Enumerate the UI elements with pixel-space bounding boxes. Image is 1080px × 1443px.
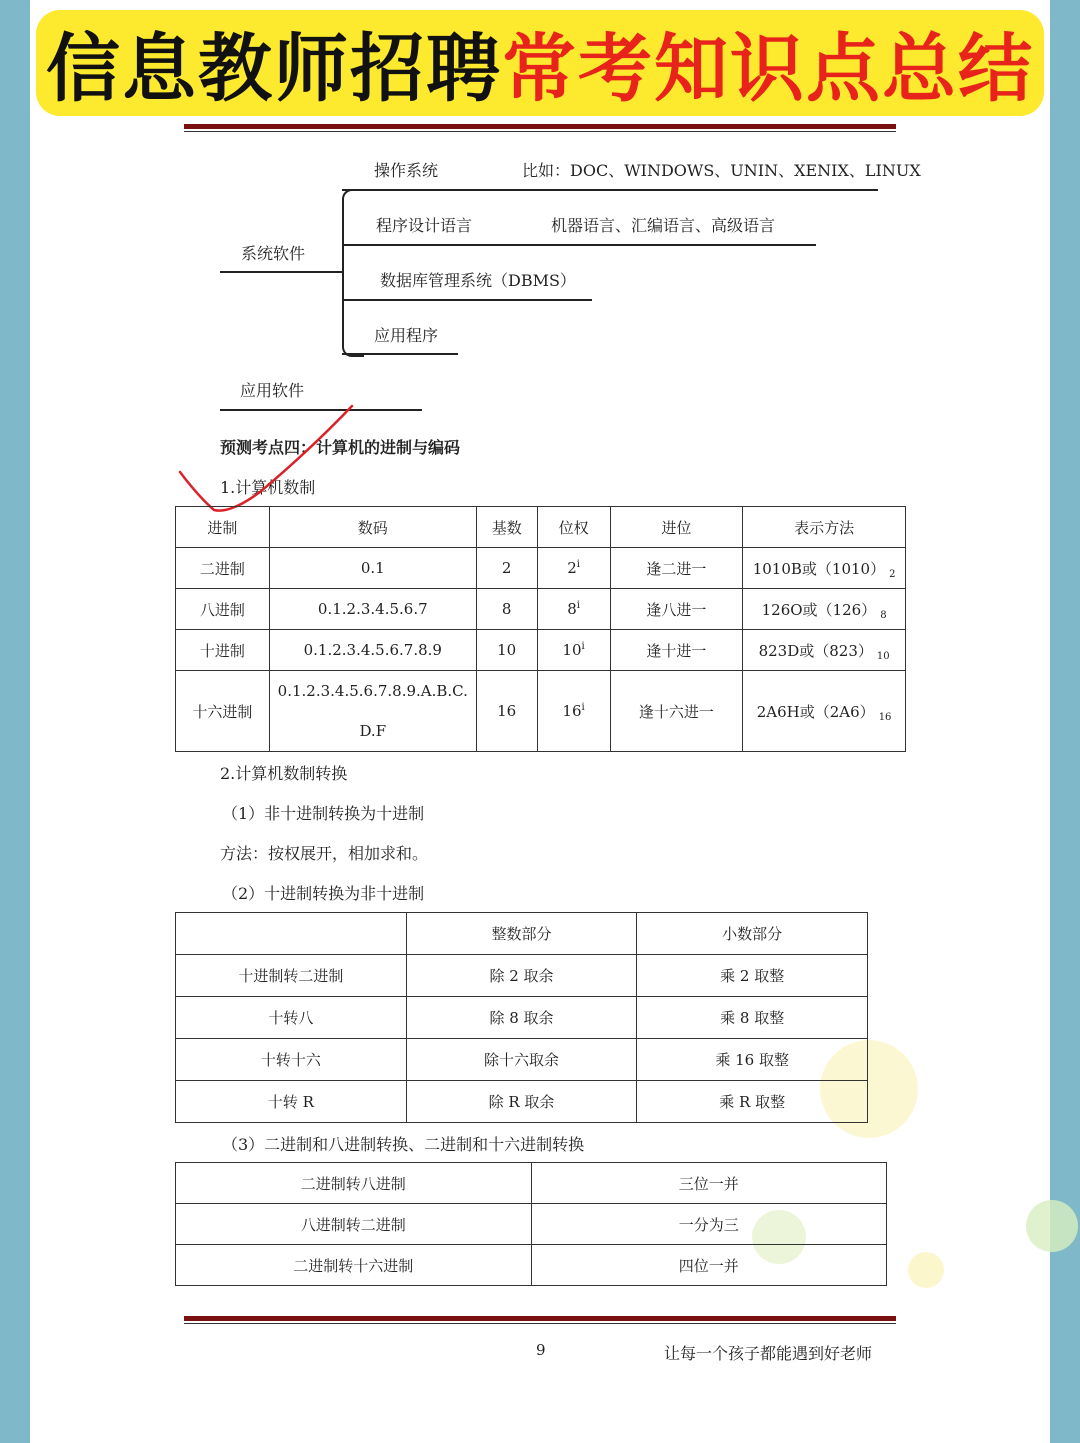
item-decimal-to-non-decimal: （2）十进制转换为非十进制: [222, 884, 425, 903]
table-cell: 十转十六: [176, 1039, 407, 1081]
item-non-decimal-to-decimal: （1）非十进制转换为十进制: [222, 804, 425, 823]
table-cell: 10: [476, 630, 537, 671]
table-cell: 逢八进一: [610, 589, 743, 630]
banner-title-black: 信息教师招聘: [46, 26, 502, 112]
footer-slogan: 让每一个孩子都能遇到好老师: [664, 1344, 873, 1363]
weight-exponent: i: [576, 559, 580, 570]
table-cell: [743, 671, 906, 752]
tree-lang-examples: 机器语言、汇编语言、高级语言: [551, 216, 776, 235]
table-cell: 三位一并: [531, 1163, 887, 1204]
digits-line: 0.1.2.3.4.5.6.7.8.9.A.B.C.: [277, 682, 468, 700]
table-cell: 除 2 取余: [406, 955, 637, 997]
tree-programming-lang: 程序设计语言: [376, 216, 473, 235]
page-number: 9: [536, 1341, 546, 1359]
tree-system-software: 系统软件: [241, 244, 306, 263]
table-cell: [269, 671, 476, 752]
digits-line: D.F: [359, 722, 387, 740]
table-header: 表示方法: [743, 507, 906, 548]
table-cell: 八进制转二进制: [176, 1204, 532, 1245]
table-cell: [743, 589, 906, 630]
table-row: [176, 548, 906, 589]
table-row: [176, 1081, 868, 1123]
footer-rule: [184, 1316, 896, 1324]
table-header: 整数部分: [406, 913, 637, 955]
table-row: [176, 955, 868, 997]
tree-line: [220, 271, 344, 273]
table-header: [176, 913, 407, 955]
section-heading: 预测考点四：计算机的进制与编码: [220, 438, 461, 457]
table-row: [176, 1163, 887, 1204]
weight-base: 2: [567, 559, 577, 577]
table-row: [176, 671, 906, 752]
item-binary-octal-hex: （3）二进制和八进制转换、二进制和十六进制转换: [222, 1135, 585, 1154]
weight-base: 16: [562, 702, 582, 720]
repr-text: 2A6H或（2A6）: [756, 702, 875, 721]
table-cell: 乘 R 取整: [637, 1081, 868, 1123]
decimal-conversion-table: [175, 912, 868, 1123]
subheading-number-systems: 1.计算机数制: [220, 478, 316, 497]
repr-subscript: 10: [876, 650, 890, 662]
tree-utilities: 应用程序: [374, 326, 439, 345]
table-row: [176, 1245, 887, 1286]
table-row: [176, 997, 868, 1039]
table-cell: 十六进制: [176, 671, 270, 752]
table-header: 位权: [537, 507, 610, 548]
table-cell: 乘 16 取整: [637, 1039, 868, 1081]
table-cell: [537, 548, 610, 589]
table-cell: 2: [476, 548, 537, 589]
weight-exponent: i: [581, 702, 585, 713]
table-header: 小数部分: [637, 913, 868, 955]
binary-conversion-table: [175, 1162, 887, 1286]
table-cell: [743, 548, 906, 589]
table-cell: 除 8 取余: [406, 997, 637, 1039]
weight-exponent: i: [581, 641, 585, 652]
table-cell: [537, 671, 610, 752]
tree-dbms: 数据库管理系统（DBMS）: [380, 271, 576, 290]
table-cell: 乘 8 取整: [637, 997, 868, 1039]
table-cell: [537, 630, 610, 671]
table-cell: 除 R 取余: [406, 1081, 637, 1123]
subheading-conversion: 2.计算机数制转换: [220, 764, 348, 783]
table-row: [176, 1039, 868, 1081]
repr-subscript: 8: [880, 609, 887, 621]
tree-bracket: [342, 189, 364, 357]
header-rule: [184, 124, 896, 132]
table-cell: 逢十六进一: [610, 671, 743, 752]
table-cell: 二进制转八进制: [176, 1163, 532, 1204]
table-cell: 十进制转二进制: [176, 955, 407, 997]
table-cell: 乘 2 取整: [637, 955, 868, 997]
table-cell: 逢十进一: [610, 630, 743, 671]
decorative-circle: [908, 1252, 944, 1288]
table-cell: 十转八: [176, 997, 407, 1039]
tree-line: [342, 189, 878, 191]
table-cell: 0.1.2.3.4.5.6.7: [269, 589, 476, 630]
repr-text: 1010B或（1010）: [752, 559, 886, 578]
table-header: 基数: [476, 507, 537, 548]
red-check-icon: [170, 400, 370, 520]
tree-line: [342, 353, 458, 355]
table-cell: 十转 R: [176, 1081, 407, 1123]
table-header-row: [176, 507, 906, 548]
method-text: 方法：按权展开，相加求和。: [220, 844, 429, 863]
table-cell: 四位一并: [531, 1245, 887, 1286]
table-cell: [537, 589, 610, 630]
banner-title-red: 常考知识点总结: [502, 26, 1034, 112]
table-header: 数码: [269, 507, 476, 548]
weight-base: 10: [562, 641, 582, 659]
title-banner: [36, 10, 1044, 116]
table-cell: 二进制: [176, 548, 270, 589]
table-row: [176, 589, 906, 630]
weight-base: 8: [567, 600, 577, 618]
table-cell: 8: [476, 589, 537, 630]
weight-exponent: i: [576, 600, 580, 611]
table-header-row: [176, 913, 868, 955]
table-row: [176, 630, 906, 671]
repr-subscript: 16: [878, 711, 892, 723]
tree-os-examples: 比如：DOC、WINDOWS、UNIN、XENIX、LINUX: [522, 161, 921, 180]
table-header: 进制: [176, 507, 270, 548]
table-cell: 一分为三: [531, 1204, 887, 1245]
tree-line: [342, 299, 592, 301]
tree-application-software: 应用软件: [240, 381, 305, 400]
table-row: [176, 1204, 887, 1245]
table-cell: [743, 630, 906, 671]
table-cell: 16: [476, 671, 537, 752]
number-system-table: [175, 506, 906, 752]
table-cell: 十进制: [176, 630, 270, 671]
tree-os: 操作系统: [374, 161, 439, 180]
table-cell: 逢二进一: [610, 548, 743, 589]
table-cell: 除十六取余: [406, 1039, 637, 1081]
tree-line: [342, 244, 816, 246]
table-cell: 0.1.2.3.4.5.6.7.8.9: [269, 630, 476, 671]
repr-subscript: 2: [889, 568, 896, 580]
decorative-circle: [1026, 1200, 1078, 1252]
table-cell: 0.1: [269, 548, 476, 589]
repr-text: 823D或（823）: [758, 641, 873, 660]
repr-text: 126O或（126）: [761, 600, 877, 619]
table-cell: 二进制转十六进制: [176, 1245, 532, 1286]
table-cell: 八进制: [176, 589, 270, 630]
table-header: 进位: [610, 507, 743, 548]
